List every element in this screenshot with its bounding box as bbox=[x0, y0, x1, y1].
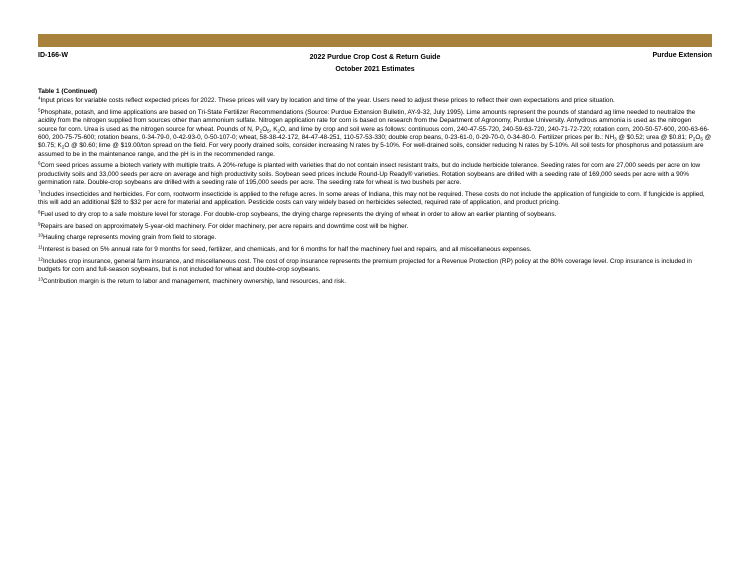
footnote bbox=[38, 109, 712, 159]
footnote-text: Phosphate, potash, and lime applications are based on Tri-State Fertilizer Recommendations (Source: Purdue Extension Bulletin, AY-9-32, July 1995). Lime amounts represent the pounds of standard ag lime needed to neutralize the acidity from the nitrogen supplied from sources other than ammonium sulfate. Nitrogen application rate for corn is based on research from the Department of Agronomy, Purdue University. Anhydrous ammonia is used as the nitrogen source for corn. Urea is used as the nitrogen source for wheat. Pounds of N, $P_2O_5$, $K_2O$, and lime by crop and soil were as follows: continuous corn, 240-47-55-720, 240-59-63-720, 240-71-72-720; rotation corn, 200-50-57-600, 200-63-66-600, 200-75-75-600; rotation beans, 0-34-79-0, 0-42-93-0, 0-50-107-0; wheat, 58-38-42-172, 84-47-48-251, 110-57-53-330; double crop beans, 0-23-61-0, 0-29-70-0, 0-34-80-0. Fertilizer prices per lb.: $NH_3$ @ $0.52; urea @ $0.81; $P_2O_5$ @ $0.75; $K_2O$ @ $0.60; lime @ $19.00/ton spread on the field. For very poorly drained soils, consider increasing N rates by 5-10%. For well-drained soils, consider reducing N rates by 5-10%. All soil tests for phosphorus and potassium are assumed to be in the maintenance range, and the pH is in the recommended range. bbox=[38, 109, 712, 158]
footnote bbox=[38, 278, 712, 286]
footnote bbox=[38, 258, 712, 275]
footnote-text: Hauling charge represents moving grain from field to storage. bbox=[43, 234, 217, 242]
footnotes-list bbox=[38, 97, 712, 286]
footnote-text: Includes insecticides and herbicides. For corn, rootworm insecticide is applied to the refuge acres. In some areas of Indiana, this may not be required. These costs do not include the application of fungicide to corn. If fungicide is applied, this will add an additional $28 to $32 per acre for material and application. Pesticide costs can vary widely based on herbicides selected, required rate of application, and product pricing. bbox=[38, 190, 705, 207]
footnote-number: 6 bbox=[38, 160, 41, 166]
footnote-text: Fuel used to dry crop to a safe moisture level for storage. For double-crop soybeans, the drying charge represents the drying of wheat in order to allow an earlier planting of soybeans. bbox=[40, 210, 557, 218]
document-subtitle: October 2021 Estimates bbox=[335, 66, 415, 73]
footnote bbox=[38, 211, 712, 219]
footnote-number: 12 bbox=[38, 256, 44, 262]
footnote-number: 5 bbox=[38, 107, 41, 113]
footnote-text: Interest is based on 5% annual rate for 9 months for seed, fertilizer, and chemicals, and for 6 months for half the machinery fuel and repairs, and all miscellaneous expenses. bbox=[42, 246, 532, 254]
footnote-text: Contribution margin is the return to labor and management, machinery ownership, land resources, and risk. bbox=[43, 278, 347, 286]
footnote-text: Input prices for variable costs reflect expected prices for 2022. These prices will vary by location and time of the year. Users need to adjust these prices to reflect their own expectations and price situation. bbox=[40, 97, 615, 105]
footnotes-section bbox=[38, 88, 712, 290]
footnote-number: 13 bbox=[38, 276, 44, 282]
footnote bbox=[38, 223, 712, 231]
document-id: ID-166-W bbox=[38, 52, 68, 59]
footnote-number: 11 bbox=[38, 244, 43, 250]
footnote-text: Corn seed prices assume a biotech variety with multiple traits. A 20%-refuge is planted with varieties that do not contain insect resistant traits, but do include herbicide tolerance. Seeding rates for corn are 27,000 seeds per acre on low productivity soils and 33,000 seeds per acre on average and high productivity soils. Soybean seed prices include Round-Up Ready® varieties. Rotation soybeans are drilled with a seeding rate of 169,000 seeds per acre with a 90% germination rate. Double-crop soybeans are drilled with a seeding rate of 195,000 seeds per acre. The seeding rate for wheat is two bushels per acre. bbox=[38, 162, 701, 186]
footnote-text: Repairs are based on approximately 5-year-old machinery. For older machinery, per acre repairs and downtime cost will be higher. bbox=[40, 222, 409, 230]
footnote-text: Includes crop insurance, general farm insurance, and miscellaneous cost. The cost of crop insurance represents the premium projected for a Revenue Protection (RP) policy at the 80% coverage level. Crop insurance is included in budgets for corn and full-season soybeans, but is not included for wheat and double-crop soybeans. bbox=[38, 258, 692, 274]
table-title: Table 1 (Continued) bbox=[38, 88, 98, 95]
footnote-number: 7 bbox=[38, 189, 41, 195]
footnote bbox=[38, 162, 712, 187]
header-band bbox=[38, 34, 712, 47]
document-title: 2022 Purdue Crop Cost & Return Guide bbox=[309, 54, 441, 61]
footnote-number: 9 bbox=[38, 221, 41, 227]
page-header bbox=[38, 52, 712, 76]
header-titles bbox=[38, 52, 712, 76]
footnote bbox=[38, 246, 712, 254]
footnote-number: 8 bbox=[38, 209, 41, 215]
publisher-name: Purdue Extension bbox=[652, 52, 712, 59]
footnote bbox=[38, 191, 712, 208]
footnote bbox=[38, 97, 712, 105]
footnote-number: 10 bbox=[38, 232, 44, 238]
footnote bbox=[38, 234, 712, 242]
footnote-number: 4 bbox=[38, 95, 41, 101]
